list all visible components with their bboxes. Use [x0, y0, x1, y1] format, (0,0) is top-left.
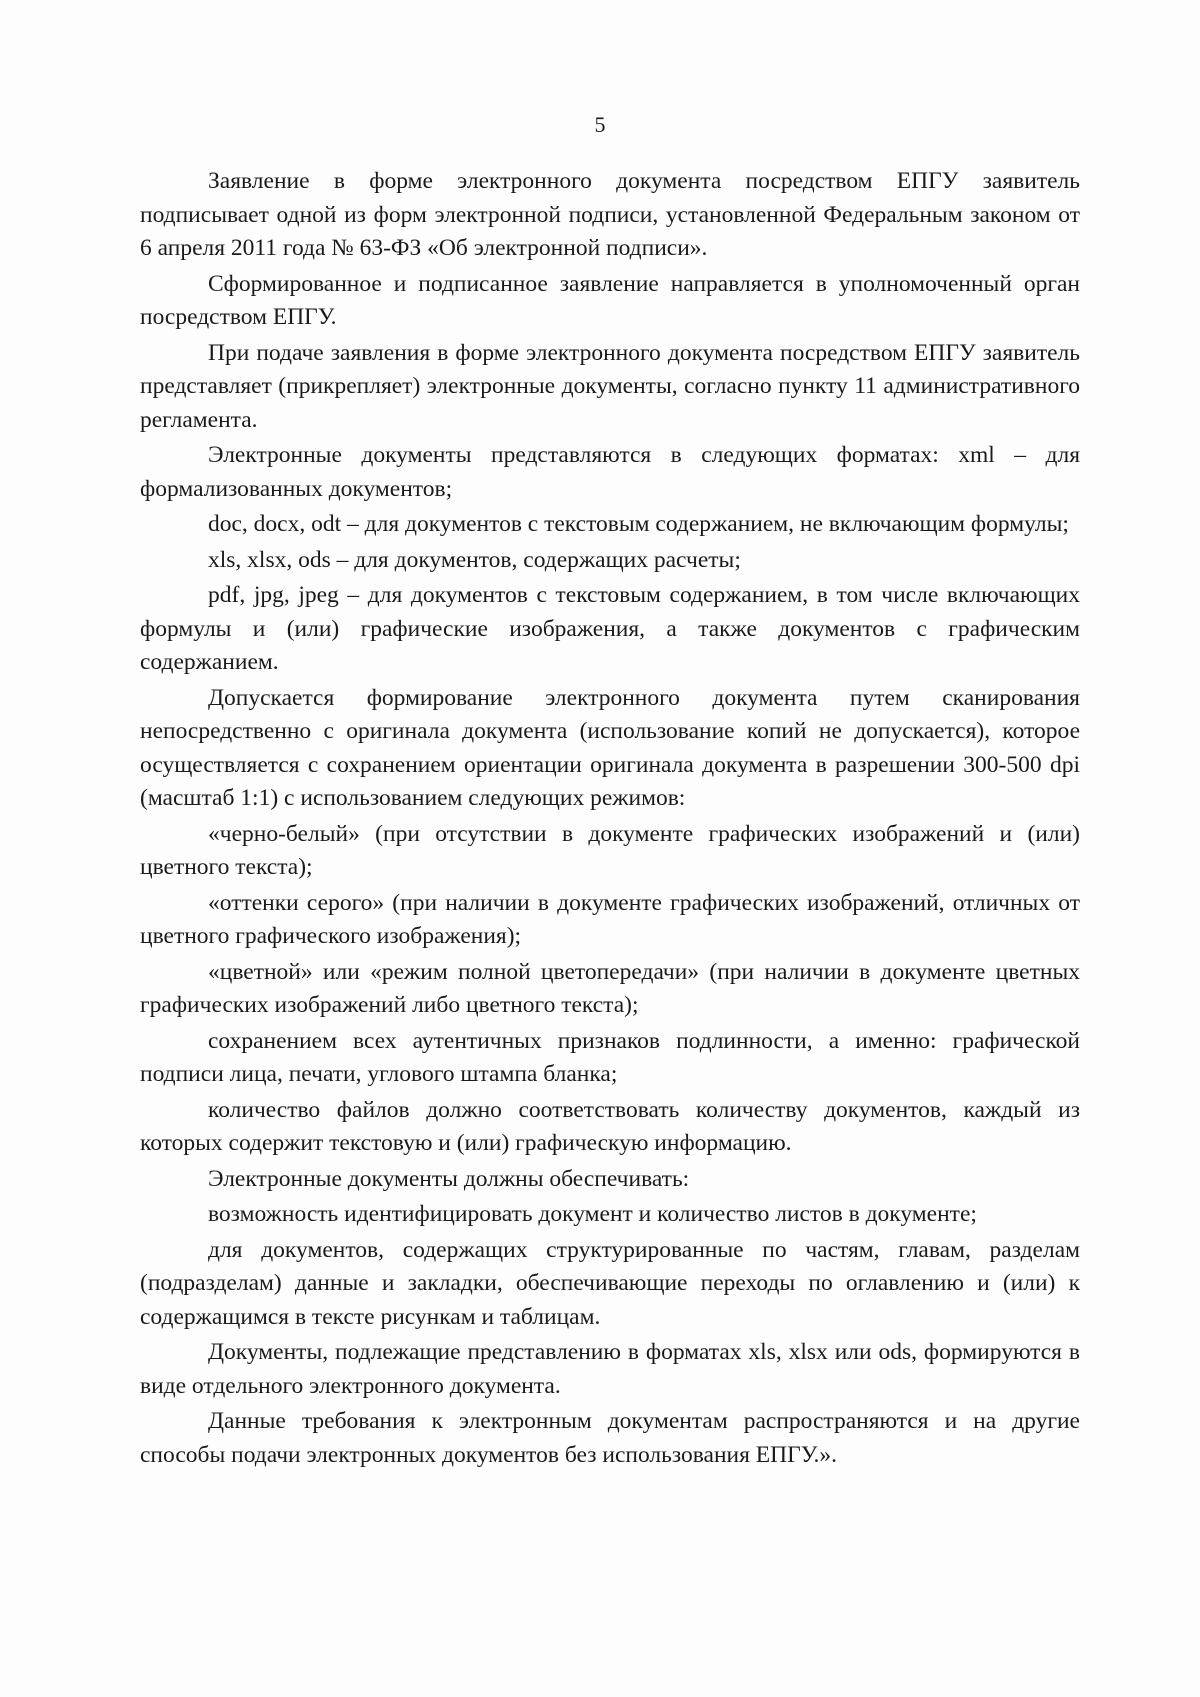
paragraph-formats-pdf: pdf, jpg, jpeg – для документов с текстовым содержанием, в том числе включающих формулы и (или) графические изображения, а также документов с графическим содержанием.: [140, 582, 1080, 675]
paragraph-requirements-heading: Электронные документы должны обеспечивать:: [208, 1165, 690, 1192]
paragraph-authenticity: сохранением всех аутентичных признаков подлинности, а именно: графической подписи лица, печати, углового штампа бланка;: [140, 1027, 1080, 1087]
paragraph-scanning: Допускается формирование электронного документа путем сканирования непосредственно с оригинала документа (использование копий не допускается), которое осуществляется с сохранением ориентации оригинала документа в разрешении 300-500 dpi (масштаб 1:1) с использованием следующих режимов:: [140, 684, 1080, 811]
paragraph-separate-docs: Документы, подлежащие представлению в форматах xls, xlsx или ods, формируются в виде отдельного электронного документа.: [140, 1339, 1080, 1399]
paragraph-mode-color: «цветной» или «режим полной цветопередачи» (при наличии в документе цветных графических изображений либо цветного текста);: [140, 958, 1080, 1018]
paragraph-formats-doc: doc, docx, odt – для документов с текстовым содержанием, не включающим формулы;: [208, 511, 1069, 537]
paragraph-signature: Заявление в форме электронного документа посредством ЕПГУ заявитель подписывает одной из форм электронной подписи, установленной Федеральным законом от 6 апреля 2011 года № 63-ФЗ «Об электронной подписи».: [140, 168, 1080, 261]
paragraph-identification: возможность идентифицировать документ и количество листов в документе;: [208, 1201, 977, 1227]
paragraph-mode-bw: «черно-белый» (при отсутствии в документе графических изображений и (или) цветного текста);: [140, 820, 1080, 880]
document-body: [140, 165, 1080, 1474]
paragraph-formats-xml: Электронные документы представляются в следующих форматах: xml – для формализованных документов;: [140, 442, 1080, 502]
paragraph-file-count: количество файлов должно соответствовать количеству документов, каждый из которых содержит текстовую и (или) графическую информацию.: [140, 1096, 1080, 1156]
paragraph-formats-xls: xls, xlsx, ods – для документов, содержащих расчеты;: [208, 546, 741, 573]
paragraph-attachments: При подаче заявления в форме электронного документа посредством ЕПГУ заявитель представляет (прикрепляет) электронные документы, согласно пункту 11 административного регламента.: [140, 339, 1080, 433]
paragraph-structure: для документов, содержащих структурированные по частям, главам, разделам (подразделам) данные и закладки, обеспечивающие переходы по оглавлению и (или) к содержащимся в тексте рисункам и таблицам.: [140, 1236, 1080, 1330]
paragraph-mode-gray: «оттенки серого» (при наличии в документе графических изображений, отличных от цветного графического изображения);: [140, 889, 1080, 949]
paragraph-other-methods: Данные требования к электронным документам распространяются и на другие способы подачи электронных документов без использования ЕПГУ.».: [140, 1408, 1080, 1468]
paragraph-submission: Сформированное и подписанное заявление направляется в уполномоченный орган посредством ЕПГУ.: [140, 270, 1080, 330]
page-number: 5: [594, 112, 606, 137]
